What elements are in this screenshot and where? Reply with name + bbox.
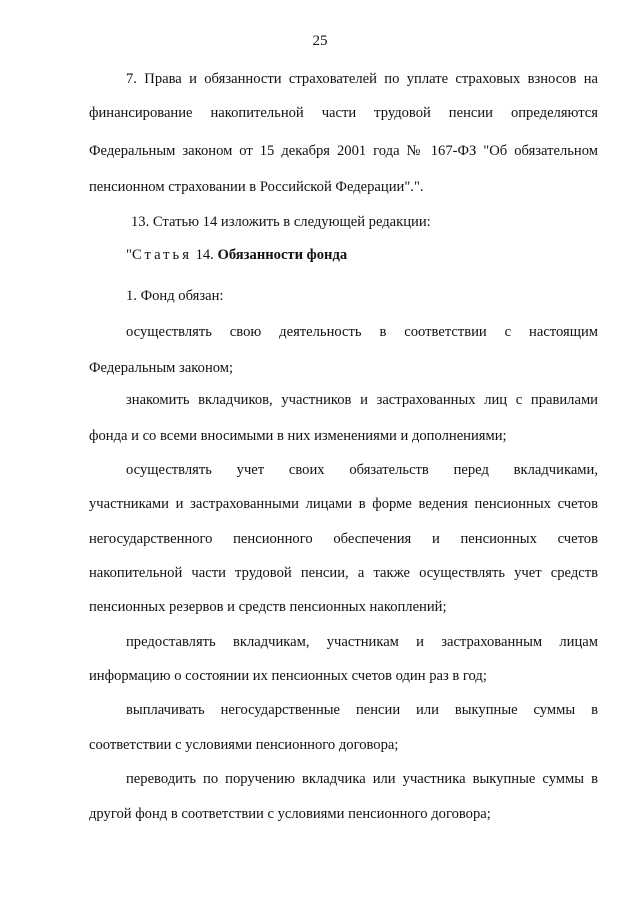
paragraph-line: пенсионном страховании в Российской Федерации".". (89, 179, 424, 195)
article-number: 14. (195, 247, 214, 263)
article-heading (126, 246, 347, 264)
paragraph-line: пенсионных резервов и средств пенсионных накоплений; (89, 599, 447, 615)
paragraph-line: финансирование накопительной части трудовой пенсии определяются (89, 105, 598, 121)
paragraph-line: участниками и застрахованными лицами в форме ведения пенсионных счетов (89, 496, 598, 512)
paragraph-line: 1. Фонд обязан: (126, 288, 224, 304)
paragraph-line: знакомить вкладчиков, участников и застрахованных лиц с правилами (126, 392, 598, 408)
paragraph-line: 13. Статью 14 изложить в следующей редакции: (131, 214, 431, 230)
paragraph-line: переводить по поручению вкладчика или участника выкупные суммы в (126, 771, 598, 787)
paragraph-line: Федеральным законом; (89, 360, 234, 376)
paragraph-line: соответствии с условиями пенсионного договора; (89, 737, 399, 753)
paragraph-line: 7. Права и обязанности страхователей по уплате страховых взносов на (126, 71, 598, 87)
paragraph-line: информацию о состоянии их пенсионных счетов один раз в год; (89, 668, 487, 684)
paragraph-line: фонда и со всеми вносимыми в них изменениями и дополнениями; (89, 428, 507, 444)
paragraph-line: выплачивать негосударственные пенсии или выкупные суммы в (126, 702, 598, 718)
article-word: Статья (131, 247, 192, 263)
paragraph-line: предоставлять вкладчикам, участникам и застрахованным лицам (126, 634, 598, 650)
paragraph-line: Федеральным законом от 15 декабря 2001 года № 167-ФЗ "Об обязательном (89, 143, 598, 159)
page-number: 25 (312, 33, 328, 49)
paragraph-line: осуществлять учет своих обязательств перед вкладчиками, (126, 462, 598, 478)
article-quote: " (126, 247, 132, 263)
article-title: Обязанности фонда (217, 247, 348, 263)
paragraph-line: другой фонд в соответствии с условиями пенсионного договора; (89, 806, 491, 822)
paragraph-line: негосударственного пенсионного обеспечения и пенсионных счетов (89, 531, 598, 547)
paragraph-line: накопительной части трудовой пенсии, а также осуществлять учет средств (89, 565, 598, 581)
paragraph-line: осуществлять свою деятельность в соответствии с настоящим (126, 324, 598, 340)
